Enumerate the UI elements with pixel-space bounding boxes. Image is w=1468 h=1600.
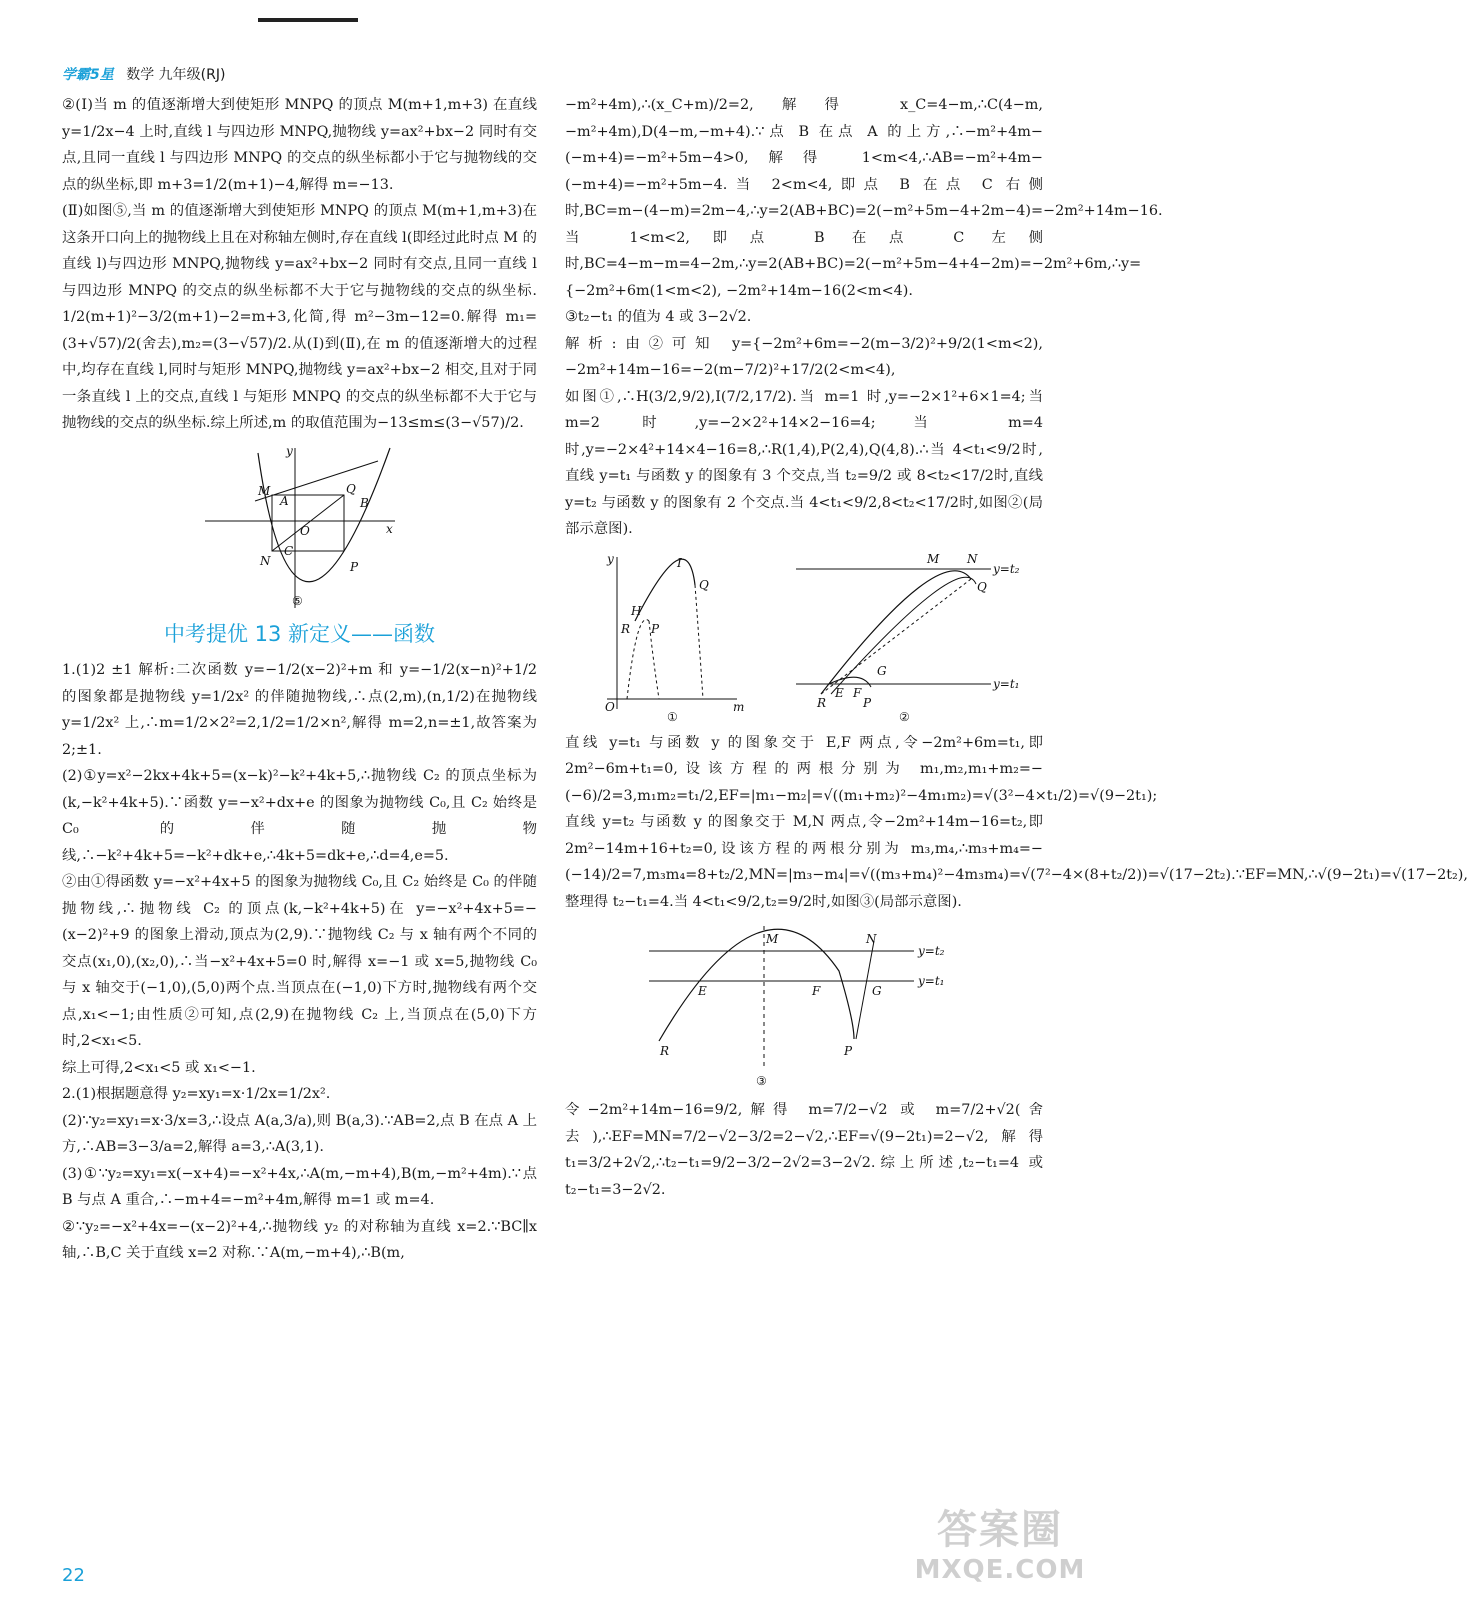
paragraph: ②(Ⅰ)当 m 的值逐渐增大到使矩形 MNPQ 的顶点 M(m+1,m+3) 在直线 y=1/2x−4 上时,直线 l 与四边形 MNPQ,抛物线 y=ax²+bx−2 同时有交点,且同一直线 l 与四边形 MNPQ 的交点的纵坐标都小于它与抛物线的交点的纵坐标,即 m+3=1/2(m+1)−4,解得 m=−13. [62, 97, 537, 193]
fig1-label: R [621, 621, 631, 636]
paragraph: ③t₂−t₁ 的值为 4 或 3−2√2. [565, 309, 752, 325]
fig5-label: N [259, 553, 270, 568]
fig5-label: Q [345, 481, 356, 496]
fig2-label: P [863, 695, 872, 710]
paragraph: ②由①得函数 y=−x²+4x+5 的图象为抛物线 C₀,且 C₂ 始终是 C₀ 的伴随抛物线,∴抛物线 C₂ 的顶点(k,−k²+4k+5)在 y=−x²+4x+5=−(x−2)²+9 的图象上滑动,顶点为(2,9).∵抛物线 C₂ 与 x 轴有两个不同的交点(x₁,0),(x₂,0),∴当−x²+4x+5=0 时,解得 x=−1 或 x=5,抛物线 C₀ 与 x 轴交于(−1,0),(5,0)两个点.当顶点在(−1,0)下方时,抛物线有两个交点,x₁<−1;由性质②可知,点(2,9)在抛物线 C₂ 上,当顶点在(5,0)下方时,2<x₁<5. [62, 874, 537, 1049]
fig2-label: F [853, 685, 862, 700]
paragraph: 直线 y=t₁ 与函数 y 的图象交于 E,F 两点,令−2m²+6m=t₁,即 2m²−6m+t₁=0,设该方程的两根分别为 m₁,m₂,m₁+m₂=−(−6)/2=3,m₁m₂=t₁/2,EF=|m₁−m₂|=√((m₁+m₂)²−4m₁m₂)=√(3²−4×t₁/2)=√(9−2t₁);直线 y=t₂ 与函数 y 的图象交于 M,N 两点,令−2m²+14m−16=t₂,即 2m²−14m+16+t₂=0,设该方程的两根分别为 m₃,m₄,∴m₃+m₄=−(−14)/2=7,m₃m₄=8+t₂/2,MN=|m₃−m₄|=√((m₃+m₄)²−4m₃m₄)=√(7²−4×(8+t₂/2))=√(17−2t₂).∵EF=MN,∴√(9−2t₁)=√(17−2t₂),整理得 t₂−t₁=4.当 4<t₁<9/2,t₂=9/2时,如图③(局部示意图). [565, 734, 1468, 910]
paragraph: 1.(1)2 ±1 解析:二次函数 y=−1/2(x−2)²+m 和 y=−1/2(x−n)²+1/2 的图象都是抛物线 y=1/2x² 的伴随抛物线,∴点(2,m),(n,1/2)在抛物线 y=1/2x² 上,∴m=1/2×2²=2,1/2=1/2×n²,解得 m=2,n=±1,故答案为 2;±1. [62, 662, 537, 758]
fig1-label: H [631, 603, 642, 618]
paragraph: (2)①y=x²−2kx+4k+5=(x−k)²−k²+4k+5,∴抛物线 C₂ 的顶点坐标为(k,−k²+4k+5).∵函数 y=−x²+dx+e 的图象为抛物线 C₀,且 C₂ 始终是 C₀ 的伴随抛物线,∴−k²+4k+5=−k²+dk+e,∴4k+5=dk+e,∴d=4,e=5. [62, 768, 537, 864]
fig1-label: m [733, 699, 745, 714]
paragraph: 综上可得,2<x₁<5 或 x₁<−1. [62, 1059, 256, 1076]
fig5-caption: ⑤ [291, 593, 303, 608]
fig2-label: M [927, 551, 940, 566]
fig3-caption: ③ [756, 1074, 767, 1088]
fig2-label: G [877, 663, 887, 678]
left-column [62, 92, 537, 1267]
watermark-url: MXQE.COM [914, 1555, 1086, 1585]
fig2-label: y=t₂ [993, 561, 1020, 576]
fig3-label: N [866, 932, 877, 946]
fig2-label: y=t₁ [993, 676, 1020, 691]
right-column [565, 92, 1468, 1203]
fig3-label: y=t₂ [918, 944, 945, 958]
fig1-label: y [607, 551, 614, 566]
fig2-label: Q [977, 579, 987, 594]
fig2-label: N [967, 551, 978, 566]
figure-1 [587, 549, 747, 724]
section-title: 中考提优 13 新定义——函数 [163, 621, 436, 646]
paragraph: 解析:由②可知 y={−2m²+6m=−2(m−3/2)²+9/2(1<m<2), −2m²+14m−16=−2(m−7/2)²+17/2(2<m<4), [565, 335, 1043, 378]
brand-logo: 学霸5星 [62, 67, 114, 83]
fig3-label: M [766, 932, 779, 946]
figure-3 [644, 921, 964, 1091]
fig3-label: R [660, 1044, 670, 1058]
fig3-label: F [812, 984, 821, 998]
figures-row [565, 549, 1043, 724]
fig1-caption: ① [667, 709, 678, 724]
fig5-label: x [385, 521, 393, 536]
fig3-label: P [844, 1044, 853, 1058]
header-subject: 数学 九年级(RJ) [126, 67, 226, 83]
figure-5 [200, 443, 400, 613]
paragraph: −m²+4m),∴(x_C+m)/2=2,解得 x_C=4−m,∴C(4−m,−m²+4m),D(4−m,−m+4).∵点 B 在点 A 的上方,∴−m²+4m−(−m+4)=−m²+5m−4>0,解得 1<m<4,∴AB=−m²+4m−(−m+4)=−m²+5m−4.当 2<m<4,即点 B 在点 C 右侧时,BC=m−(4−m)=2m−4,∴y=2(AB+BC)=2(−m²+5m−4+2m−4)=−2m²+14m−16.当 1<m<2,即点 B 在点 C 左侧时,BC=4−m−m=4−2m,∴y=2(AB+BC)=2(−m²+5m−4+4−2m)=−2m²+6m,∴y={−2m²+6m(1<m<2), −2m²+14m−16(2<m<4). [565, 97, 1163, 299]
fig2-label: E [835, 685, 844, 700]
fig2-label: R [817, 695, 827, 710]
fig5-label: O [299, 523, 310, 538]
figure-2 [791, 549, 1021, 724]
fig1-label: O [605, 699, 615, 714]
paragraph: (Ⅱ)如图⑤,当 m 的值逐渐增大到使矩形 MNPQ 的顶点 M(m+1,m+3)在这条开口向上的抛物线上且在对称轴左侧时,存在直线 l(即经过此时点 M 的直线 l)与四边形 MNPQ,抛物线 y=ax²+bx−2 同时有交点,且同一直线 l 与四边形 MNPQ 的交点的纵坐标都不大于它与抛物线的交点的纵坐标. 1/2(m+1)²−3/2(m+1)−2=m+3,化简,得 m²−3m−12=0.解得 m₁=(3+√57)/2(舍去),m₂=(3−√57)/2.从(Ⅰ)到(Ⅱ),在 m 的值逐渐增大的过程中,均存在直线 l,同时与矩形 MNPQ,抛物线 y=ax²+bx−2 相交,且对于同一条直线 l 上的交点,直线 l 与矩形 MNPQ 的交点的纵坐标都不大于它与抛物线的交点的纵坐标.综上所述,m 的取值范围为−13≤m≤(3−√57)/2. [62, 203, 537, 431]
fig3-label: y=t₁ [918, 974, 945, 988]
watermark [910, 1498, 1090, 1585]
paragraph: (2)∵y₂=xy₁=x·3/x=3,∴设点 A(a,3/a),则 B(a,3).∵AB=2,点 B 在点 A 上方,∴AB=3−3/a=2,解得 a=3,∴A(3,1). [62, 1112, 538, 1155]
fig5-label: A [279, 493, 289, 508]
fig3-label: E [698, 984, 707, 998]
page-number: 22 [62, 1565, 85, 1586]
fig1-label: I [677, 555, 682, 570]
fig1-label: P [651, 621, 660, 636]
paragraph: ②∵y₂=−x²+4x=−(x−2)²+4,∴抛物线 y₂ 的对称轴为直线 x=2.∵BC∥x 轴,∴B,C 关于直线 x=2 对称.∵A(m,−m+4),∴B(m, [62, 1218, 537, 1261]
fig5-label: B [359, 495, 369, 510]
page-header [62, 64, 225, 84]
fig2-caption: ② [899, 709, 910, 724]
paragraph: 令−2m²+14m−16=9/2,解得 m=7/2−√2 或 m=7/2+√2(舍去),∴EF=MN=7/2−√2−3/2=2−√2,∴EF=√(9−2t₁)=2−√2,解得 t₁=3/2+2√2,∴t₂−t₁=9/2−3/2−2√2=3−2√2.综上所述,t₂−t₁=4 或 t₂−t₁=3−2√2. [565, 1102, 1043, 1198]
paragraph: (3)①∵y₂=xy₁=x(−x+4)=−x²+4x,∴A(m,−m+4),B(m,−m²+4m).∵点 B 与点 A 重合,∴−m+4=−m²+4m,解得 m=1 或 m=4. [62, 1165, 537, 1208]
fig5-label: P [349, 559, 358, 574]
top-rule [258, 18, 358, 22]
fig3-label: G [872, 984, 882, 998]
fig5-label: y [285, 443, 293, 458]
watermark-text: 答案圈 [937, 1507, 1063, 1553]
paragraph: 如图①,∴H(3/2,9/2),I(7/2,17/2).当 m=1 时,y=−2×1²+6×1=4;当 m=2 时,y=−2×2²+14×2−16=4;当 m=4 时,y=−2×4²+14×4−16=8,∴R(1,4),P(2,4),Q(4,8).∴当 4<t₁<9/2时,直线 y=t₁ 与函数 y 的图象有 3 个交点,当 t₂=9/2 或 8<t₂<17/2时,直线 y=t₂ 与函数 y 的图象有 2 个交点.当 4<t₁<9/2,8<t₂<17/2时,如图②(局部示意图). [565, 388, 1043, 537]
fig5-label: C [283, 543, 293, 558]
fig1-label: Q [699, 577, 709, 592]
paragraph: 2.(1)根据题意得 y₂=xy₁=x·1/2x=1/2x². [62, 1086, 331, 1102]
fig5-label: M [257, 483, 270, 498]
